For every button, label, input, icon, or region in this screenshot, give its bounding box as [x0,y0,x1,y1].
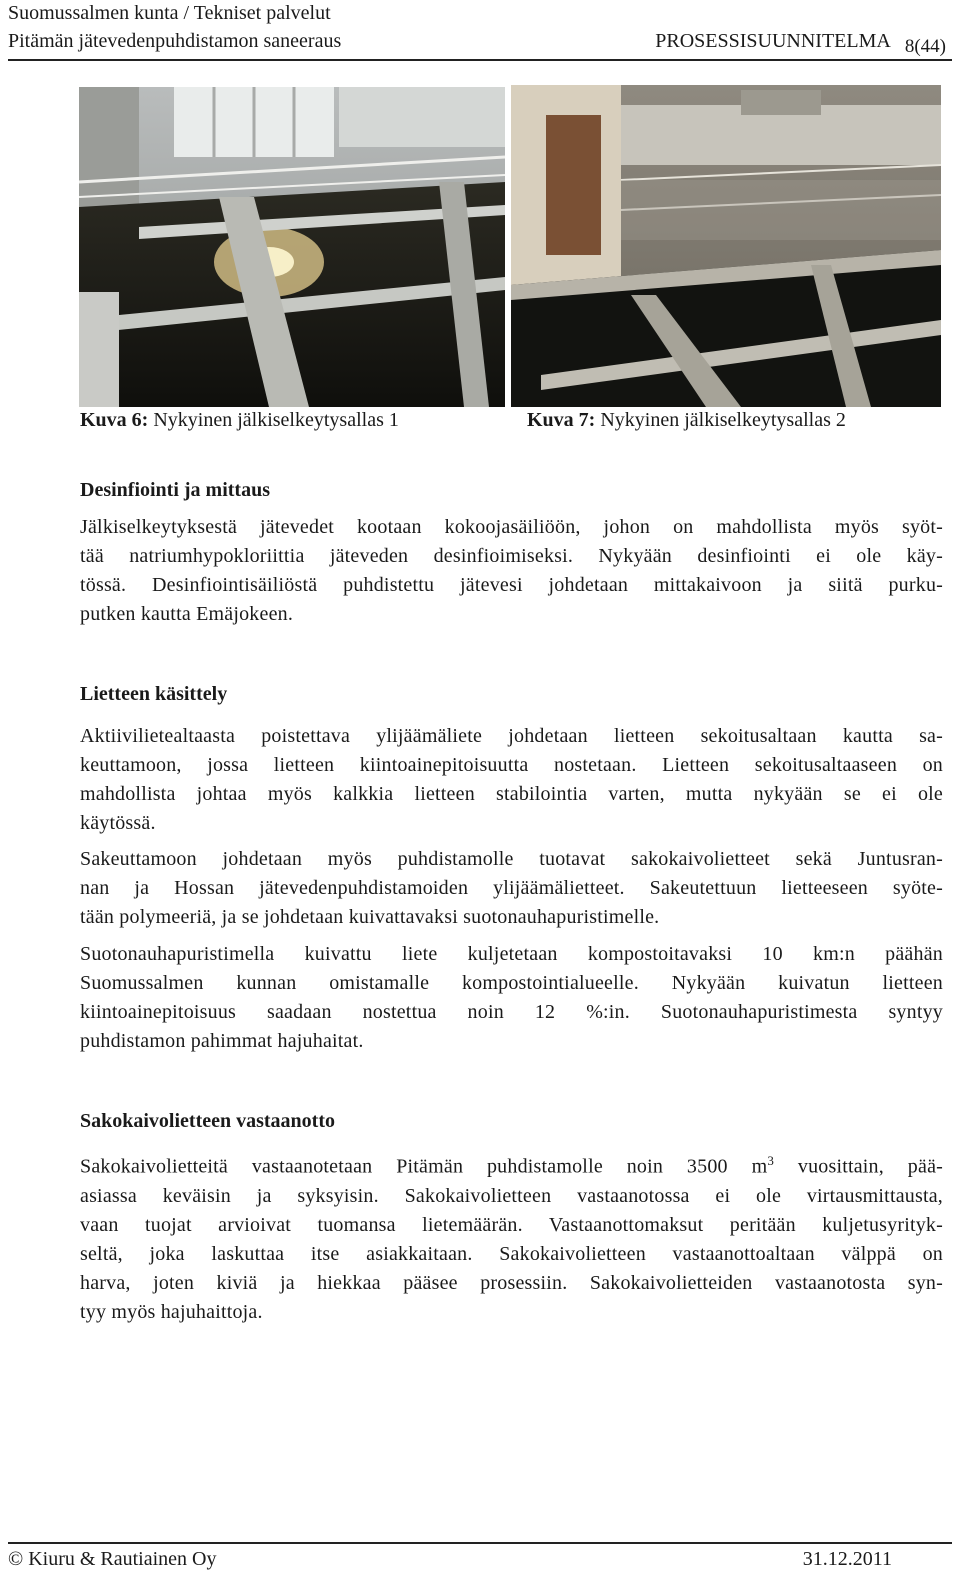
figure-caption-2 [527,409,846,432]
text-line [80,1146,943,1182]
text-line: vaan tuojat arvioivat tuomansa lietemäärän. Vastaanottomaksut peritään kuljetusyrityk- [80,1213,943,1236]
section-heading-sludge: Lietteen käsittely [80,683,228,705]
paragraph-sludge-2 [80,845,943,932]
figure-caption-1 [80,409,399,432]
footer-date: 31.12.2011 [802,1548,892,1570]
paragraph-disinfection [80,513,943,629]
superscript: 3 [767,1153,775,1168]
figure-label: Kuva 7: [527,409,596,431]
text-line: käytössä. [80,812,156,834]
text-line: keuttamoon, jossa lietteen kiintoainepitoisuutta nostetaan. Lietteen sekoitusaltaaseen on [80,754,943,776]
text-line: tää natriumhypokloriittia jäteveden desinfioimiseksi. Nykyään desinfiointi ei ole käy- [80,545,943,567]
paragraph-septage [80,1146,943,1327]
text-line: seltä, joka laskuttaa itse asiakkaitaan. Sakokaivolietteen vastaanottoaltaan välppä on [80,1242,943,1265]
header-right [655,30,946,57]
header-project: Pitämän jätevedenpuhdistamon saneeraus [8,30,342,52]
section-heading-disinfection: Desinfiointi ja mittaus [80,479,270,501]
text-line: tössä. Desinfiointisäiliöstä puhdistettu jätevesi johdetaan mittakaivoon ja siitä purku- [80,574,943,596]
figure-caption-text: Nykyinen jälkiselkeytysallas 2 [595,409,846,431]
photo-clarifier-2 [511,85,941,407]
text-segment: Sakokaivolietteitä vastaanotetaan Pitämän puhdistamolle noin 3500 m [80,1155,768,1178]
text-line: puhdistamon pahimmat hajuhaitat. [80,1030,364,1052]
paragraph-sludge-1 [80,722,943,838]
footer-copyright: © Kiuru & Rautiainen Oy [8,1548,217,1570]
text-line: Jälkiselkeytyksestä jätevedet kootaan kokoojasäiliöön, johon on mahdollista myös syöt- [80,516,943,538]
paragraph-sludge-3 [80,940,943,1056]
text-line: tyy myös hajuhaittoja. [80,1300,263,1323]
text-line: Sakeuttamoon johdetaan myös puhdistamolle tuotavat sakokaivolietteet sekä Juntusran- [80,848,943,870]
text-line: mahdollista johtaa myös kalkkia lietteen stabilointia varten, mutta nykyään se ei ole [80,783,943,805]
figure-caption-text: Nykyinen jälkiselkeytysallas 1 [148,409,399,431]
text-line: nan ja Hossan jätevedenpuhdistamoiden ylijäämälietteet. Sakeutettuun lietteeseen syöte- [80,877,943,899]
text-line: asiassa keväisin ja syksyisin. Sakokaivolietteen vastaanotossa ei ole virtausmittausta, [80,1184,943,1207]
figure-label: Kuva 6: [80,409,149,431]
header-organization: Suomussalmen kunta / Tekniset palvelut [8,2,331,24]
page-footer [8,1542,952,1570]
section-heading-septage: Sakokaivolietteen vastaanotto [80,1110,335,1132]
text-line: Suotonauhapuristimella kuivattu liete kuljetetaan kompostoitavaksi 10 km:n päähän [80,943,943,965]
text-segment: vuosittain, pää- [774,1155,944,1178]
header-doc-type: PROSESSISUUNNITELMA [655,30,891,52]
text-line: Suomussalmen kunnan omistamalle kompostointialueelle. Nykyään kuivatun lietteen [80,972,943,994]
text-line: Aktiivilietealtaasta poistettava ylijäämäliete johdetaan lietteen sekoitusaltaan kautta sa- [80,725,943,747]
text-line: kiintoainepitoisuus saadaan nostettua noin 12 %:in. Suotonauhapuristimesta syntyy [80,1001,943,1023]
photo-clarifier-1 [79,87,505,407]
page-header [8,0,952,61]
text-line: tään polymeeriä, ja se johdetaan kuivattavaksi suotonauhapuristimelle. [80,906,660,928]
page-number: 8(44) [904,36,946,57]
text-line: harva, joten kiviä ja hiekkaa pääsee prosessiin. Sakokaivolietteiden vastaanotosta syn- [80,1271,943,1294]
text-line: putken kautta Emäjokeen. [80,603,294,625]
